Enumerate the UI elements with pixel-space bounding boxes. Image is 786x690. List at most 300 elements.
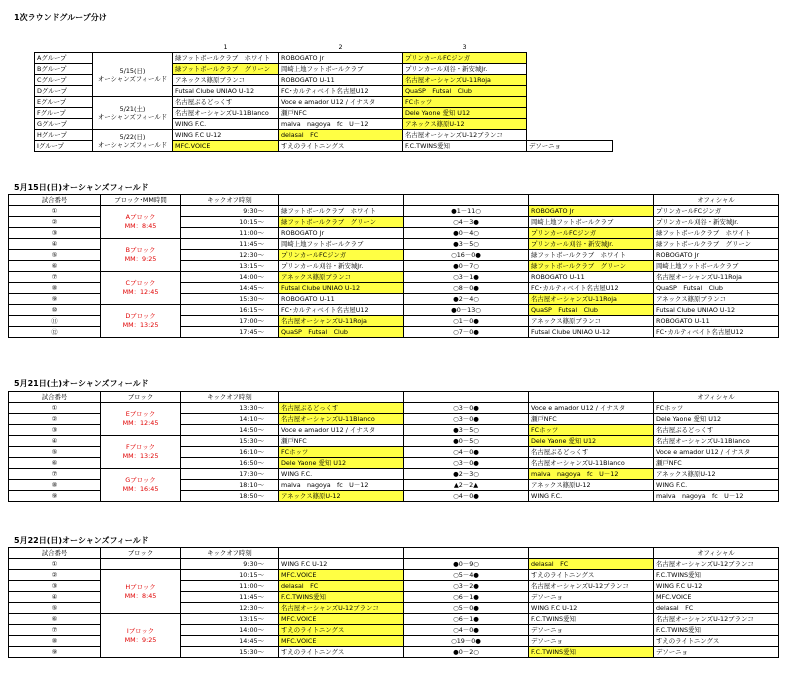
header-match-no: 試合番号 xyxy=(9,392,101,403)
kickoff-time: 10:15～ xyxy=(181,217,279,228)
block-name: Aブロック xyxy=(125,213,156,221)
match-score: ○4－0● xyxy=(404,625,529,636)
kickoff-time: 14:45～ xyxy=(181,283,279,294)
official-team: ROBOGATO Jr xyxy=(654,250,779,261)
group-venue: オーシャンズフィールド xyxy=(97,74,168,83)
group-venue: オーシャンズフィールド xyxy=(97,113,168,121)
group-team-2: delasal FC xyxy=(279,130,403,141)
kickoff-time: 13:30～ xyxy=(181,403,279,414)
header-kickoff: キックオフ時刻 xyxy=(181,392,279,403)
group-label: Cグループ xyxy=(35,75,93,86)
day3-table xyxy=(8,547,779,658)
match-score: ●0－13○ xyxy=(404,305,529,316)
group-label: Eグループ xyxy=(35,97,93,108)
away-team: 緑フットボールクラブ グリーン xyxy=(529,261,654,272)
match-row xyxy=(9,614,779,625)
away-team: プリンカールFCジンガ xyxy=(529,228,654,239)
block-name: Cブロック xyxy=(125,279,156,287)
away-team: 岡崎上地フットボールクラブ xyxy=(529,217,654,228)
official-team: malva nagoya fc U－12 xyxy=(654,491,779,502)
home-team: Dele Yaone 愛知 U12 xyxy=(279,458,404,469)
kickoff-time: 14:45～ xyxy=(181,636,279,647)
match-score: ○3－2● xyxy=(404,581,529,592)
away-team: ROBOGATO Jr xyxy=(529,206,654,217)
official-team: アネックス篠原ブランコ xyxy=(654,294,779,305)
match-row xyxy=(9,272,779,283)
block-name: Iブロック xyxy=(126,626,155,635)
match-score: ○3－0● xyxy=(404,458,529,469)
block-name: Hブロック xyxy=(125,582,156,591)
block-name: Dブロック xyxy=(125,312,156,320)
block-name: Fブロック xyxy=(125,443,156,451)
group-team-3: プリンカールFCジンガ xyxy=(403,53,527,64)
match-number: ① xyxy=(9,206,101,217)
match-score: ○16－0● xyxy=(404,250,529,261)
block-name: Gブロック xyxy=(125,476,156,484)
home-team: 緑フットボールクラブ ホワイト xyxy=(279,206,404,217)
match-score: ○8－0● xyxy=(404,283,529,294)
match-score: ●0－9○ xyxy=(404,559,529,570)
home-team: 名古屋オーシャンズU-12ブランコ xyxy=(279,603,404,614)
match-row xyxy=(9,206,779,217)
home-team: 岡崎上地フットボールクラブ xyxy=(279,239,404,250)
away-team: FC･カルティベイト名古屋U12 xyxy=(529,283,654,294)
group-team-3: 名古屋オーシャンズU-12ブランコ xyxy=(403,130,527,141)
official-team: 名古屋オーシャンズU-11Roja xyxy=(654,272,779,283)
away-team: 名古屋ぶるどっくす xyxy=(529,447,654,458)
match-row xyxy=(9,305,779,316)
match-score: ●0－7○ xyxy=(404,261,529,272)
group-label: Bグループ xyxy=(35,64,93,75)
group-team-2: 瀬戸NFC xyxy=(279,108,403,119)
match-number: ⑦ xyxy=(9,272,101,283)
header-block: ブロック xyxy=(101,392,181,403)
official-team: 名古屋オーシャンズU-12ブランコ xyxy=(654,614,779,625)
match-number: ⑤ xyxy=(9,250,101,261)
kickoff-time: 17:45～ xyxy=(181,327,279,338)
match-row xyxy=(9,469,779,480)
block-mm-time: MM：12:45 xyxy=(122,419,159,427)
away-team: 瀬戸NFC xyxy=(529,414,654,425)
group-team-2: FC･カルティベイト名古屋U12 xyxy=(279,86,403,97)
official-team: FCホッツ xyxy=(654,403,779,414)
group-team-3: FCホッツ xyxy=(403,97,527,108)
group-team-4 xyxy=(527,97,613,108)
group-label: Hグループ xyxy=(35,130,93,141)
group-date-note xyxy=(93,97,173,130)
kickoff-time: 14:50～ xyxy=(181,425,279,436)
group-team-1: MFC.VOICE xyxy=(173,141,279,152)
header-official: オフィシャル xyxy=(654,195,779,206)
match-row xyxy=(9,239,779,250)
away-team: プリンカール刈谷・新安城Jr. xyxy=(529,239,654,250)
match-number: ② xyxy=(9,414,101,425)
match-score: ●3－5○ xyxy=(404,425,529,436)
group-team-4 xyxy=(527,119,613,130)
match-number: ⑥ xyxy=(9,614,101,625)
day3-header-row xyxy=(9,548,779,559)
away-team: デソーニョ xyxy=(529,592,654,603)
day2-title: 5月21日(土)オーシャンズフィールド xyxy=(14,379,149,388)
block-cell xyxy=(101,469,181,502)
away-team: デソーニョ xyxy=(529,625,654,636)
home-team: 名古屋オーシャンズU-11Blanco xyxy=(279,414,404,425)
group-team-3: F.C.TWINS愛知 xyxy=(403,141,527,152)
match-score: ○7－0● xyxy=(404,327,529,338)
page-title: 1次ラウンドグループ分け xyxy=(14,13,107,22)
group-col-1: 1 xyxy=(223,43,228,51)
group-date: 5/22(日) xyxy=(119,132,146,141)
kickoff-time: 15:30～ xyxy=(181,647,279,658)
group-team-3: アネックス篠原U-12 xyxy=(403,119,527,130)
block-mm-time: MM：8:45 xyxy=(124,591,157,600)
home-team: 緑フットボールクラブ グリーン xyxy=(279,217,404,228)
kickoff-time: 11:45～ xyxy=(181,592,279,603)
block-mm-time: MM：8:45 xyxy=(124,222,157,230)
official-team: QuaSP Futsal Club xyxy=(654,283,779,294)
home-team: Voce e amador U12 / イナスタ xyxy=(279,425,404,436)
block-cell xyxy=(101,305,181,338)
away-team: QuaSP Futsal Club xyxy=(529,305,654,316)
block-cell xyxy=(101,570,181,614)
group-team-3: Dele Yaone 愛知 U12 xyxy=(403,108,527,119)
group-team-3: QuaSP Futsal Club xyxy=(403,86,527,97)
block-mm-time: MM：9:25 xyxy=(124,635,157,644)
home-team: MFC.VOICE xyxy=(279,636,404,647)
official-team: WING F.C U-12 xyxy=(654,581,779,592)
home-team: delasal FC xyxy=(279,581,404,592)
match-row xyxy=(9,403,779,414)
match-number: ② xyxy=(9,570,101,581)
group-date-note xyxy=(93,130,173,152)
away-team: WING F.C. xyxy=(529,491,654,502)
group-date: 5/15(日) xyxy=(119,66,146,75)
kickoff-time: 18:50～ xyxy=(181,491,279,502)
match-number: ③ xyxy=(9,581,101,592)
group-team-4: デソーニョ xyxy=(527,141,613,152)
match-score: ○4－0● xyxy=(404,447,529,458)
group-team-3: 名古屋オーシャンズU-11Roja xyxy=(403,75,527,86)
home-team: 名古屋ぶるどっくす xyxy=(279,403,404,414)
match-number: ⑥ xyxy=(9,261,101,272)
kickoff-time: 17:30～ xyxy=(181,469,279,480)
match-number: ⑨ xyxy=(9,647,101,658)
home-team: ROBOGATO Jr xyxy=(279,228,404,239)
block-name: Eブロック xyxy=(125,410,156,418)
match-number: ② xyxy=(9,217,101,228)
kickoff-time: 11:45～ xyxy=(181,239,279,250)
match-number: ⑧ xyxy=(9,480,101,491)
away-team: malva nagoya fc U－12 xyxy=(529,469,654,480)
group-team-1: アネックス篠原ブランコ xyxy=(173,75,279,86)
away-team: アネックス篠原ブランコ xyxy=(529,316,654,327)
away-team: 名古屋オーシャンズU-11Blanco xyxy=(529,458,654,469)
header-kickoff: キックオフ時刻 xyxy=(181,548,279,559)
day1-table xyxy=(8,194,779,338)
match-score: ○4－0● xyxy=(404,491,529,502)
home-team: ROBOGATO U-11 xyxy=(279,294,404,305)
official-team: F.C.TWINS愛知 xyxy=(654,570,779,581)
kickoff-time: 9:30～ xyxy=(181,559,279,570)
home-team: QuaSP Futsal Club xyxy=(279,327,404,338)
match-number: ⑤ xyxy=(9,447,101,458)
kickoff-time: 13:15～ xyxy=(181,614,279,625)
match-number: ⑨ xyxy=(9,491,101,502)
match-score: ○6－1● xyxy=(404,614,529,625)
home-team: FC･カルティベイト名古屋U12 xyxy=(279,305,404,316)
kickoff-time: 18:10～ xyxy=(181,480,279,491)
group-team-4 xyxy=(527,130,613,141)
match-row xyxy=(9,436,779,447)
home-team: MFC.VOICE xyxy=(279,614,404,625)
day3-title: 5月22日(日)オーシャンズフィールド xyxy=(14,536,149,545)
group-venue: オーシャンズフィールド xyxy=(97,140,168,149)
official-team: 名古屋オーシャンズU-11Blanco xyxy=(654,436,779,447)
official-team: アネックス篠原U-12 xyxy=(654,469,779,480)
official-team: 緑フットボールクラブ ホワイト xyxy=(654,228,779,239)
kickoff-time: 14:10～ xyxy=(181,414,279,425)
home-team: Futsal Clube UNIAO U-12 xyxy=(279,283,404,294)
match-score: ○3－0● xyxy=(404,403,529,414)
header-match-no: 試合番号 xyxy=(9,195,101,206)
match-score: ○19－0● xyxy=(404,636,529,647)
group-date: 5/21(土) xyxy=(119,105,146,113)
block-cell xyxy=(101,206,181,239)
away-team: Dele Yaone 愛知 U12 xyxy=(529,436,654,447)
header-kickoff: キックオフ時刻 xyxy=(181,195,279,206)
group-row xyxy=(35,53,613,64)
group-team-4 xyxy=(527,64,613,75)
official-team: Voce e amador U12 / イナスタ xyxy=(654,447,779,458)
official-team: delasal FC xyxy=(654,603,779,614)
match-number: ⑤ xyxy=(9,603,101,614)
group-label: Aグループ xyxy=(35,53,93,64)
match-number: ① xyxy=(9,559,101,570)
away-team: 名古屋オーシャンズU-12ブランコ xyxy=(529,581,654,592)
group-date-note xyxy=(93,53,173,97)
official-team: 岡崎上地フットボールクラブ xyxy=(654,261,779,272)
home-team: FCホッツ xyxy=(279,447,404,458)
group-team-4 xyxy=(527,108,613,119)
match-number: ④ xyxy=(9,436,101,447)
official-team: 名古屋ぶるどっくす xyxy=(654,425,779,436)
away-team: delasal FC xyxy=(529,559,654,570)
away-team: デソーニョ xyxy=(529,636,654,647)
match-number: ⑫ xyxy=(9,327,101,338)
home-team: すえのライトニングス xyxy=(279,647,404,658)
group-team-4 xyxy=(527,86,613,97)
group-col-2: 2 xyxy=(338,43,343,51)
block-cell xyxy=(101,559,181,570)
group-team-1: 緑フットボールクラブ グリーン xyxy=(173,64,279,75)
match-number: ④ xyxy=(9,239,101,250)
match-number: ⑨ xyxy=(9,294,101,305)
home-team: malva nagoya fc U－12 xyxy=(279,480,404,491)
group-header-row xyxy=(35,42,613,53)
block-mm-time: MM：13:25 xyxy=(122,452,159,460)
kickoff-time: 16:50～ xyxy=(181,458,279,469)
block-cell xyxy=(101,239,181,272)
away-team: 名古屋オーシャンズU-11Roja xyxy=(529,294,654,305)
group-team-2: ROBOGATO Jr xyxy=(279,53,403,64)
group-team-2: 岡崎上地フットボールクラブ xyxy=(279,64,403,75)
kickoff-time: 12:30～ xyxy=(181,603,279,614)
kickoff-time: 10:15～ xyxy=(181,570,279,581)
group-team-2: malva nagoya fc U－12 xyxy=(279,119,403,130)
home-team: 瀬戸NFC xyxy=(279,436,404,447)
away-team: F.C.TWINS愛知 xyxy=(529,614,654,625)
match-score: ○3－0● xyxy=(404,414,529,425)
group-team-1: 名古屋ぶるどっくす xyxy=(173,97,279,108)
home-team: アネックス篠原U-12 xyxy=(279,491,404,502)
match-score: ○6－1● xyxy=(404,592,529,603)
official-team: デソーニョ xyxy=(654,647,779,658)
kickoff-time: 15:30～ xyxy=(181,436,279,447)
match-score: ▲2－2▲ xyxy=(404,480,529,491)
match-score: ●0－4○ xyxy=(404,228,529,239)
kickoff-time: 17:00～ xyxy=(181,316,279,327)
match-score: ●0－2○ xyxy=(404,647,529,658)
home-team: 名古屋オーシャンズU-11Roja xyxy=(279,316,404,327)
match-number: ③ xyxy=(9,228,101,239)
official-team: 緑フットボールクラブ グリーン xyxy=(654,239,779,250)
home-team: F.C.TWINS愛知 xyxy=(279,592,404,603)
match-score: ●1－11○ xyxy=(404,206,529,217)
home-team: アネックス篠原ブランコ xyxy=(279,272,404,283)
away-team: Voce e amador U12 / イナスタ xyxy=(529,403,654,414)
group-team-1: WING F.C. xyxy=(173,119,279,130)
header-official: オフィシャル xyxy=(654,548,779,559)
group-team-1: WING F.C U-12 xyxy=(173,130,279,141)
match-number: ⑪ xyxy=(9,316,101,327)
away-team: すえのライトニングス xyxy=(529,570,654,581)
group-label: Fグループ xyxy=(35,108,93,119)
group-label: Iグループ xyxy=(35,141,93,152)
match-number: ⑦ xyxy=(9,625,101,636)
group-team-1: 緑フットボールクラブ ホワイト xyxy=(173,53,279,64)
kickoff-time: 9:30～ xyxy=(181,206,279,217)
official-team: プリンカールFCジンガ xyxy=(654,206,779,217)
away-team: F.C.TWINS愛知 xyxy=(529,647,654,658)
official-team: すえのライトニングス xyxy=(654,636,779,647)
home-team: MFC.VOICE xyxy=(279,570,404,581)
match-number: ④ xyxy=(9,592,101,603)
kickoff-time: 16:15～ xyxy=(181,305,279,316)
kickoff-time: 11:00～ xyxy=(181,581,279,592)
match-number: ⑧ xyxy=(9,283,101,294)
match-score: ○1－0● xyxy=(404,316,529,327)
kickoff-time: 14:00～ xyxy=(181,625,279,636)
day1-header-row xyxy=(9,195,779,206)
group-label: Gグループ xyxy=(35,119,93,130)
away-team: FCホッツ xyxy=(529,425,654,436)
day2-header-row xyxy=(9,392,779,403)
official-team: MFC.VOICE xyxy=(654,592,779,603)
match-score: ●2－3○ xyxy=(404,469,529,480)
match-number: ① xyxy=(9,403,101,414)
home-team: すえのライトニングス xyxy=(279,625,404,636)
official-team: FC･カルティベイト名古屋U12 xyxy=(654,327,779,338)
block-mm-time: MM：9:25 xyxy=(124,255,157,263)
group-team-1: Futsal Clube UNIAO U-12 xyxy=(173,86,279,97)
home-team: プリンカールFCジンガ xyxy=(279,250,404,261)
home-team: プリンカール刈谷・新安城Jr. xyxy=(279,261,404,272)
official-team: 名古屋オーシャンズU-12ブランコ xyxy=(654,559,779,570)
group-table xyxy=(34,42,613,152)
group-team-4 xyxy=(527,75,613,86)
group-label: Dグループ xyxy=(35,86,93,97)
group-row xyxy=(35,130,613,141)
group-team-1: 名古屋オーシャンズU-11Blanco xyxy=(173,108,279,119)
match-score: ●3－5○ xyxy=(404,239,529,250)
header-official: オフィシャル xyxy=(654,392,779,403)
match-row xyxy=(9,559,779,570)
group-team-2: すえのライトニングス xyxy=(279,141,403,152)
kickoff-time: 12:30～ xyxy=(181,250,279,261)
kickoff-time: 16:10～ xyxy=(181,447,279,458)
block-cell xyxy=(101,272,181,305)
official-team: プリンカール刈谷・新安城Jr. xyxy=(654,217,779,228)
block-cell xyxy=(101,403,181,436)
official-team: Futsal Clube UNIAO U-12 xyxy=(654,305,779,316)
official-team: WING F.C. xyxy=(654,480,779,491)
match-number: ⑩ xyxy=(9,305,101,316)
home-team: WING F.C. xyxy=(279,469,404,480)
match-number: ⑧ xyxy=(9,636,101,647)
official-team: Dele Yaone 愛知 U12 xyxy=(654,414,779,425)
match-score: ○3－1● xyxy=(404,272,529,283)
block-mm-time: MM：13:25 xyxy=(122,321,159,329)
match-row xyxy=(9,570,779,581)
match-score: ○4－3● xyxy=(404,217,529,228)
day1-title: 5月15日(日)オーシャンズフィールド xyxy=(14,183,149,192)
official-team: 瀬戸NFC xyxy=(654,458,779,469)
block-cell xyxy=(101,436,181,469)
kickoff-time: 13:15～ xyxy=(181,261,279,272)
group-team-3: プリンカール刈谷・新安城Jr. xyxy=(403,64,527,75)
match-number: ③ xyxy=(9,425,101,436)
away-team: WING F.C U-12 xyxy=(529,603,654,614)
block-name: Bブロック xyxy=(125,246,156,254)
match-score: ●2－4○ xyxy=(404,294,529,305)
group-team-2: ROBOGATO U-11 xyxy=(279,75,403,86)
official-team: ROBOGATO U-11 xyxy=(654,316,779,327)
group-col-3: 3 xyxy=(462,43,467,51)
group-row xyxy=(35,97,613,108)
away-team: ROBOGATO U-11 xyxy=(529,272,654,283)
block-cell xyxy=(101,614,181,658)
block-mm-time: MM：12:45 xyxy=(122,288,159,296)
block-mm-time: MM：16:45 xyxy=(122,485,159,493)
day2-table xyxy=(8,391,779,502)
group-team-4 xyxy=(527,53,613,64)
match-number: ⑥ xyxy=(9,458,101,469)
away-team: Futsal Clube UNIAO U-12 xyxy=(529,327,654,338)
match-number: ⑦ xyxy=(9,469,101,480)
kickoff-time: 14:00～ xyxy=(181,272,279,283)
home-team: WING F.C U-12 xyxy=(279,559,404,570)
official-team: F.C.TWINS愛知 xyxy=(654,625,779,636)
group-team-2: Voce e amador U12 / イナスタ xyxy=(279,97,403,108)
header-match-no: 試合番号 xyxy=(9,548,101,559)
match-score: ○5－4● xyxy=(404,570,529,581)
away-team: アネックス篠原U-12 xyxy=(529,480,654,491)
header-block: ブロック･MM時間 xyxy=(101,195,181,206)
match-score: ○5－0● xyxy=(404,603,529,614)
header-block: ブロック xyxy=(101,548,181,559)
match-score: ●0－5○ xyxy=(404,436,529,447)
away-team: 緑フットボールクラブ ホワイト xyxy=(529,250,654,261)
